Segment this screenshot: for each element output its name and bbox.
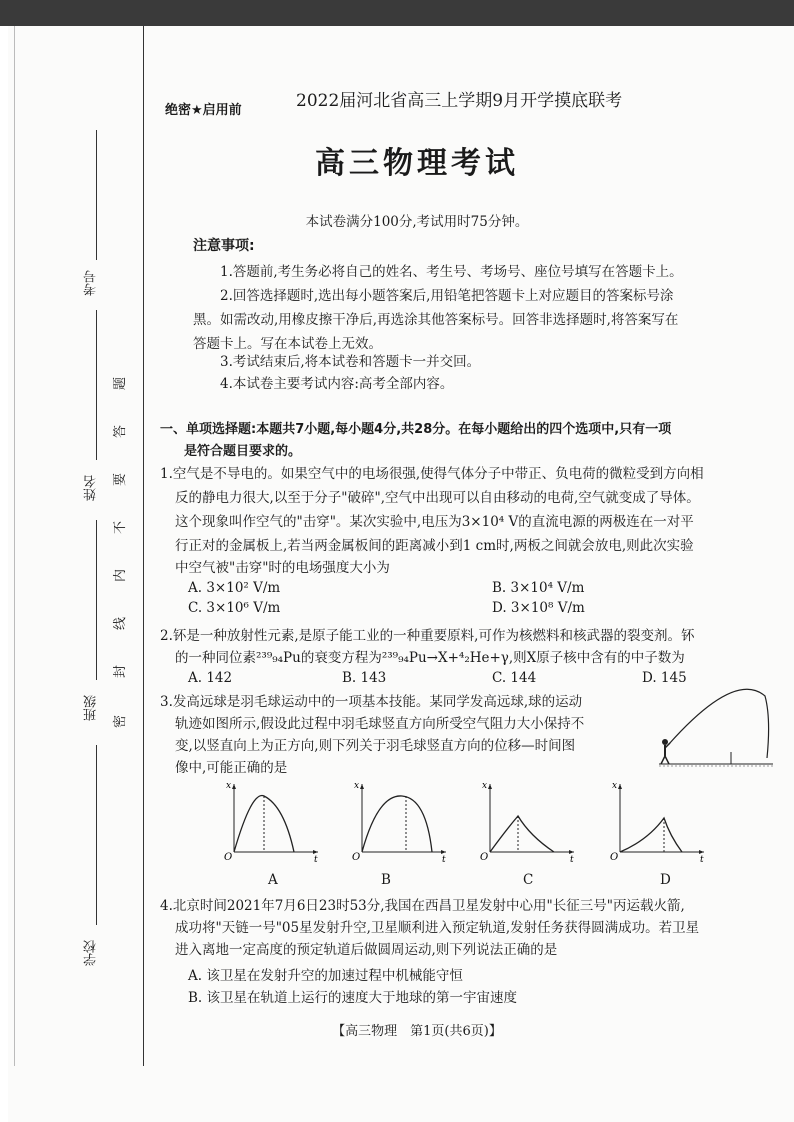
graph-c-label: C (523, 872, 534, 888)
q3-line: 3.发高远球是羽毛球运动中的一项基本技能。某同学发高远球,球的运动 (160, 694, 583, 710)
trajectory-figure (655, 688, 775, 770)
seal-char: 答 (113, 424, 129, 439)
seal-char: 封 (113, 664, 129, 679)
axis-t-label: t (314, 855, 318, 862)
class-label: 班级 (84, 695, 99, 721)
q1-option-a: A. 3×10² V/m (188, 580, 281, 596)
graph-d-label: D (660, 872, 671, 888)
notice-line: 黑。如需改动,用橡皮擦干净后,再选涂其他答案标号。回答非选择题时,将答案写在 (193, 312, 679, 328)
seal-char: 题 (113, 376, 129, 391)
q3-line: 轨迹如图所示,假设此过程中羽毛球竖直方向所受空气阻力大小保持不 (175, 716, 585, 732)
q4-line: 4.北京时间2021年7月6日23时53分,我国在西昌卫星发射中心用"长征三号"丙运载火箭, (160, 898, 685, 914)
player-icon (661, 739, 670, 764)
notice-title: 注意事项: (193, 238, 255, 254)
q1-option-d: D. 3×10⁸ V/m (492, 600, 585, 616)
axis-x-label: x (354, 781, 360, 791)
notice-line: 4.本试卷主要考试内容:高考全部内容。 (220, 376, 454, 392)
axis-x-label: x (482, 781, 488, 791)
graph-a (222, 780, 322, 862)
q1-option-c: C. 3×10⁶ V/m (188, 600, 281, 616)
q1-line: 1.空气是不导电的。如果空气中的电场很强,使得气体分子中带正、负电荷的微粒受到方向相 (160, 466, 704, 482)
graph-b-label: B (381, 872, 391, 888)
exam-no-label: 考号 (84, 270, 99, 296)
origin-label: O (480, 852, 489, 862)
axis-x-label: x (612, 781, 618, 791)
q4-line: 进入离地一定高度的预定轨道后做圆周运动,则下列说法正确的是 (175, 942, 558, 958)
name-label: 姓名 (84, 475, 99, 501)
q1-line: 这个现象叫作空气的"击穿"。某次实验中,电压为3×10⁴ V的直流电源的两极连在一对平 (175, 514, 694, 530)
axis-t-label: t (700, 855, 704, 862)
page-title: 高三物理考试 (315, 146, 519, 181)
q1-line: 行正对的金属板上,若当两金属板间的距离减小到1 cm时,两板之间就会放电,则此次实验 (175, 538, 694, 554)
q1-line: 反的静电力很大,以至于分子"破碎",空气中出现可以自由移动的电荷,空气就变成了导体。 (175, 490, 700, 506)
notice-line: 3.考试结束后,将本试卷和答题卡一并交回。 (220, 354, 481, 370)
graph-c (478, 780, 578, 862)
q1-line: 中空气被"击穿"时的电场强度大小为 (175, 560, 390, 576)
axis-x-label: x (226, 781, 232, 791)
q3-line: 变,以竖直向上为正方向,则下列关于羽毛球竖直方向的位移—时间图 (175, 738, 576, 754)
q1-option-b: B. 3×10⁴ V/m (492, 580, 585, 596)
axis-t-label: t (442, 855, 446, 862)
seal-char: 不 (113, 520, 129, 535)
graph-b (350, 780, 450, 862)
q4-option-a: A. 该卫星在发射升空的加速过程中机械能守恒 (188, 968, 463, 984)
seal-char: 内 (113, 568, 129, 583)
q2-line: 2.钚是一种放射性元素,是原子能工业的一种重要原料,可作为核燃料和核武器的裂变剂。钚 (160, 628, 695, 644)
left-edge-line (14, 26, 15, 1066)
seal-char: 密 (113, 714, 129, 729)
window-top-bar (0, 0, 794, 26)
notice-line: 1.答题前,考生务必将自己的姓名、考生号、考场号、座位号填写在答题卡上。 (220, 264, 683, 280)
seal-char: 要 (113, 472, 129, 487)
notice-line: 2.回答选择题时,选出每小题答案后,用铅笔把答题卡上对应题目的答案标号涂 (220, 288, 674, 304)
q4-option-b: B. 该卫星在轨道上运行的速度大于地球的第一宇宙速度 (188, 990, 518, 1006)
class-underline (96, 520, 97, 680)
school-label: 学校 (84, 940, 99, 966)
confidential-label: 绝密★启用前 (165, 103, 242, 118)
graph-d (608, 780, 708, 862)
q2-line: 的一种同位素²³⁹₉₄Pu的衰变方程为²³⁹₉₄Pu→X+⁴₂He+γ,则X原子核中含有的中子数为 (175, 650, 685, 666)
q2-option-c: C. 144 (492, 670, 537, 686)
exam-title: 2022届河北省高三上学期9月开学摸底联考 (296, 91, 623, 111)
origin-label: O (610, 852, 619, 862)
q2-option-a: A. 142 (188, 670, 233, 686)
seal-char: 线 (113, 616, 129, 631)
notice-line: 答题卡上。写在本试卷上无效。 (193, 336, 382, 352)
q2-option-d: D. 145 (642, 670, 687, 686)
q4-line: 成功将"天链一号"05星发射升空,卫星顺利进入预定轨道,发射任务获得圆满成功。若卫星 (175, 920, 700, 936)
origin-label: O (352, 852, 361, 862)
section-heading-cont: 是符合题目要求的。 (184, 444, 302, 459)
page-footer: 【高三物理 第1页(共6页)】 (332, 1024, 502, 1039)
section-heading: 一、单项选择题:本题共7小题,每小题4分,共28分。在每小题给出的四个选项中,只有一项 (160, 422, 672, 437)
axis-t-label: t (570, 855, 574, 862)
exam-info: 本试卷满分100分,考试用时75分钟。 (305, 214, 529, 230)
origin-label: O (224, 852, 233, 862)
name-underline (96, 310, 97, 460)
binding-line (143, 26, 144, 1066)
q3-line: 像中,可能正确的是 (175, 760, 288, 776)
school-underline (96, 745, 97, 925)
q2-option-b: B. 143 (342, 670, 387, 686)
graph-a-label: A (268, 872, 278, 888)
